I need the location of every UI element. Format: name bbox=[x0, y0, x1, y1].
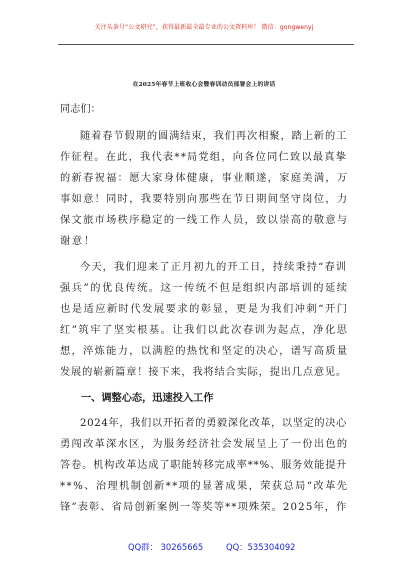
salutation: 同志们： bbox=[60, 104, 101, 115]
footer bbox=[0, 541, 408, 555]
paragraph-line: **%、治理机制创新**项的显著成果，荣获总局“改革先 bbox=[60, 481, 349, 492]
section-heading: 一、调整心态，迅速投入工作 bbox=[81, 392, 214, 404]
header-divider bbox=[58, 44, 354, 45]
header-banner: 关注头条号“公文研究”，获得最新最全最专业的公文资料库！ 微信：gongwenyj bbox=[94, 24, 314, 31]
paragraph-line: 今天，我们迎来了正月初九的开工日，持续秉持“春训 bbox=[80, 262, 348, 273]
footer-qq: QQ：535304092 bbox=[226, 542, 296, 552]
paragraph-line: 锋”表彰、省局创新案例一等奖等**项殊荣。2025年，作 bbox=[60, 502, 348, 513]
paragraph-line: 作征程。在此，我代表**局党组，向各位同仁致以最真挚 bbox=[60, 152, 348, 163]
paragraph-line: 2024年，我们以开拓者的勇毅深化改革，以坚定的决心 bbox=[80, 418, 347, 429]
paragraph-line: 事如意！同时，我要特别向那些在节日期间坚守岗位，力 bbox=[60, 194, 349, 205]
paragraph-line: 的新春祝福：愿大家身体健康，事业顺遂，家庭美满，万 bbox=[60, 173, 349, 184]
paragraph-line: 保文旅市场秩序稳定的一线工作人员，致以崇高的敬意与 bbox=[60, 215, 349, 226]
paragraph-line: 红”筑牢了坚实根基。让我们以此次春训为起点，净化思 bbox=[60, 325, 349, 336]
paragraph-line: 答卷。机构改革达成了职能转移完成率**%、服务效能提升 bbox=[60, 460, 348, 471]
paragraph-line: 想，淬炼能力，以满腔的热忱和坚定的决心，谱写高质量 bbox=[60, 346, 349, 357]
paragraph-line: 发展的崭新篇章！接下来，我将结合实际，提出几点意见。 bbox=[60, 367, 347, 378]
paragraph-line: 谢意！ bbox=[60, 236, 96, 247]
paragraph-line: 强兵”的优良传统。这一传统不但是组织内部培训的延续 bbox=[60, 283, 349, 294]
paragraph-line: 也是适应新时代发展要求的彰显，更是为我们冲刺“开门 bbox=[60, 304, 349, 315]
paragraph-line: 勇闯改革深水区，为服务经济社会发展呈上了一份出色的 bbox=[60, 439, 349, 450]
document-title: 在2025年春节上班收心会暨春训动员部署会上的讲话 bbox=[132, 82, 276, 88]
footer-qq-group: QQ群： 30265665 bbox=[128, 542, 204, 552]
paragraph-line: 随着春节假期的圆满结束，我们再次相聚，踏上新的工 bbox=[80, 131, 348, 142]
